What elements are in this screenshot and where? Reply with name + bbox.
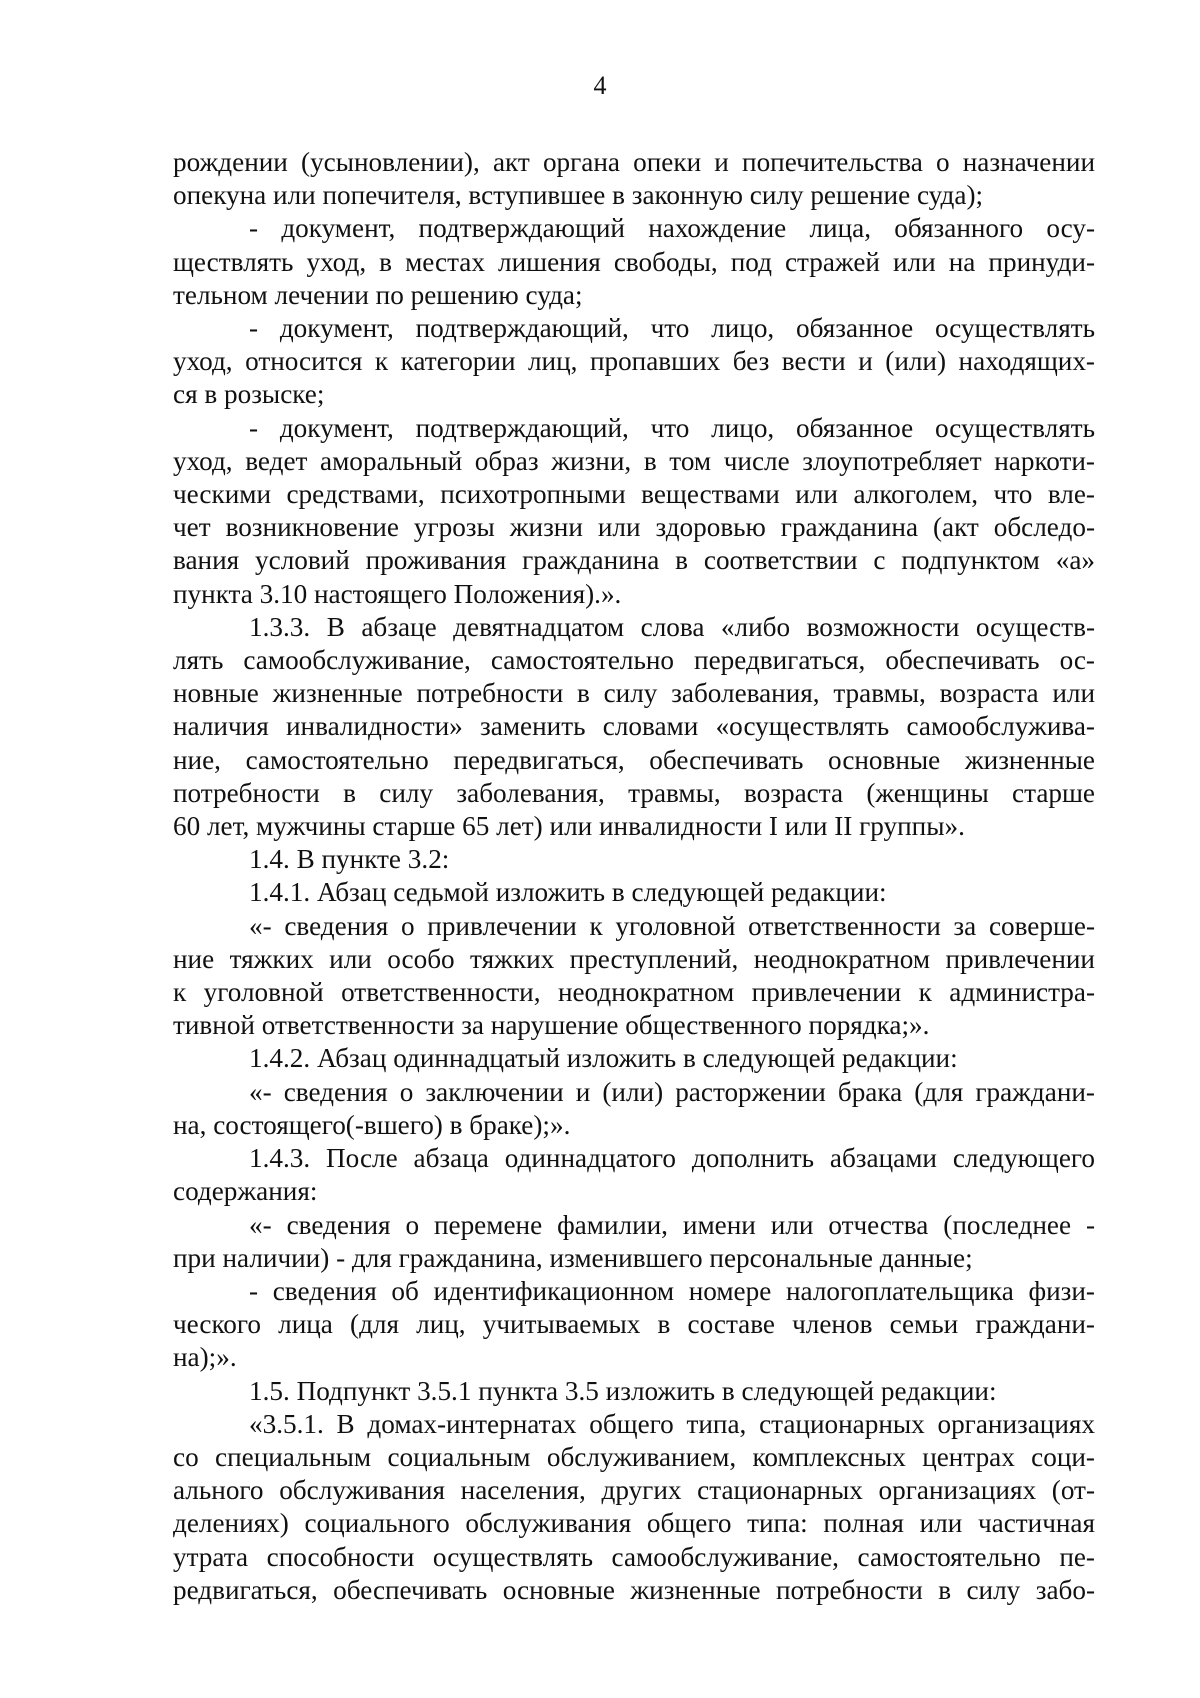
text-line: - документ, подтверждающий, что лицо, обязанное осуществлять	[249, 313, 1095, 344]
text-line: тельном лечении по решению суда;	[173, 279, 583, 310]
text-line: пункта 3.10 настоящего Положения).».	[173, 578, 622, 609]
text-line: на, состоящего(-вшего) в браке);».	[173, 1109, 571, 1140]
text-line: рождении (усыновлении), акт органа опеки и попечительства о назначении	[173, 147, 1095, 177]
text-line: потребности в силу заболевания, травмы, возраста (женщины старше	[173, 777, 1095, 808]
text-line: ческими средствами, психотропными веществами или алкоголем, что вле-	[173, 479, 1095, 510]
text-line: новные жизненные потребности в силу заболевания, травмы, возраста или	[173, 678, 1095, 709]
text-line: - сведения об идентификационном номере налогоплательщика физи-	[249, 1275, 1095, 1306]
text-line: лять самообслуживание, самостоятельно передвигаться, обеспечивать ос-	[173, 645, 1095, 676]
text-line: ся в розыске;	[173, 379, 325, 410]
text-line: со специальным социальным обслуживанием, комплексных центрах соци-	[173, 1441, 1095, 1472]
text-line: при наличии) - для гражданина, изменившего персональные данные;	[173, 1242, 973, 1273]
text-line: 1.4.1. Абзац седьмой изложить в следующей редакции:	[249, 877, 887, 908]
text-line: 60 лет, мужчины старше 65 лет) или инвалидности I или II группы».	[173, 811, 965, 842]
text-line: ческого лица (для лиц, учитываемых в составе членов семьи граждани-	[173, 1309, 1095, 1340]
document-body	[173, 146, 1095, 1607]
text-line: уход, ведет аморальный образ жизни, в том числе злоупотребляет наркоти-	[173, 445, 1095, 476]
text-line: 1.4.2. Абзац одиннадцатый изложить в следующей редакции:	[249, 1043, 958, 1074]
text-line: - документ, подтверждающий, что лицо, обязанное осуществлять	[249, 412, 1095, 443]
text-line: ществлять уход, в местах лишения свободы, под стражей или на принуди-	[173, 246, 1095, 277]
text-line: содержания:	[173, 1176, 318, 1207]
text-line: «- сведения о перемене фамилии, имени или отчества (последнее -	[249, 1209, 1095, 1240]
text-line: к уголовной ответственности, неоднократном привлечении к администра-	[173, 977, 1095, 1008]
text-line: опекуна или попечителя, вступившее в законную силу решение суда);	[173, 180, 984, 211]
text-line: 1.4.3. После абзаца одиннадцатого дополнить абзацами следующего	[249, 1143, 1095, 1174]
text-line: утрата способности осуществлять самообслуживание, самостоятельно пе-	[173, 1541, 1095, 1572]
text-line: наличия инвалидности» заменить словами «осуществлять самообслужива-	[173, 711, 1095, 742]
text-line: 1.4. В пункте 3.2:	[249, 844, 450, 875]
text-line: тивной ответственности за нарушение общественного порядка;».	[173, 1010, 930, 1041]
text-line: чет возникновение угрозы жизни или здоровью гражданина (акт обследо-	[173, 512, 1095, 543]
text-line: - документ, подтверждающий нахождение лица, обязанного осу-	[249, 213, 1095, 244]
text-line: уход, относится к категории лиц, пропавших без вести и (или) находящих-	[173, 346, 1095, 377]
text-line: 1.5. Подпункт 3.5.1 пункта 3.5 изложить в следующей редакции:	[249, 1375, 997, 1406]
text-line: 1.3.3. В абзаце девятнадцатом слова «либо возможности осуществ-	[249, 611, 1095, 642]
text-line: ние, самостоятельно передвигаться, обеспечивать основные жизненные	[173, 744, 1095, 775]
text-line: вания условий проживания гражданина в соответствии с подпунктом «а»	[173, 545, 1095, 576]
text-line: «- сведения о привлечении к уголовной ответственности за соверше-	[249, 910, 1095, 941]
text-line: делениях) социального обслуживания общего типа: полная или частичная	[173, 1508, 1095, 1539]
text-line: на);».	[173, 1342, 237, 1373]
text-line: «3.5.1. В домах-интернатах общего типа, стационарных организациях	[249, 1408, 1095, 1439]
text-line: ального обслуживания населения, других стационарных организациях (от-	[173, 1475, 1095, 1506]
text-line: «- сведения о заключении и (или) расторжении брака (для граждани-	[249, 1076, 1095, 1107]
text-line: редвигаться, обеспечивать основные жизненные потребности в силу забо-	[173, 1574, 1095, 1605]
page-number: 4	[593, 71, 607, 100]
text-line: ние тяжких или особо тяжких преступлений, неоднократном привлечении	[173, 943, 1095, 974]
